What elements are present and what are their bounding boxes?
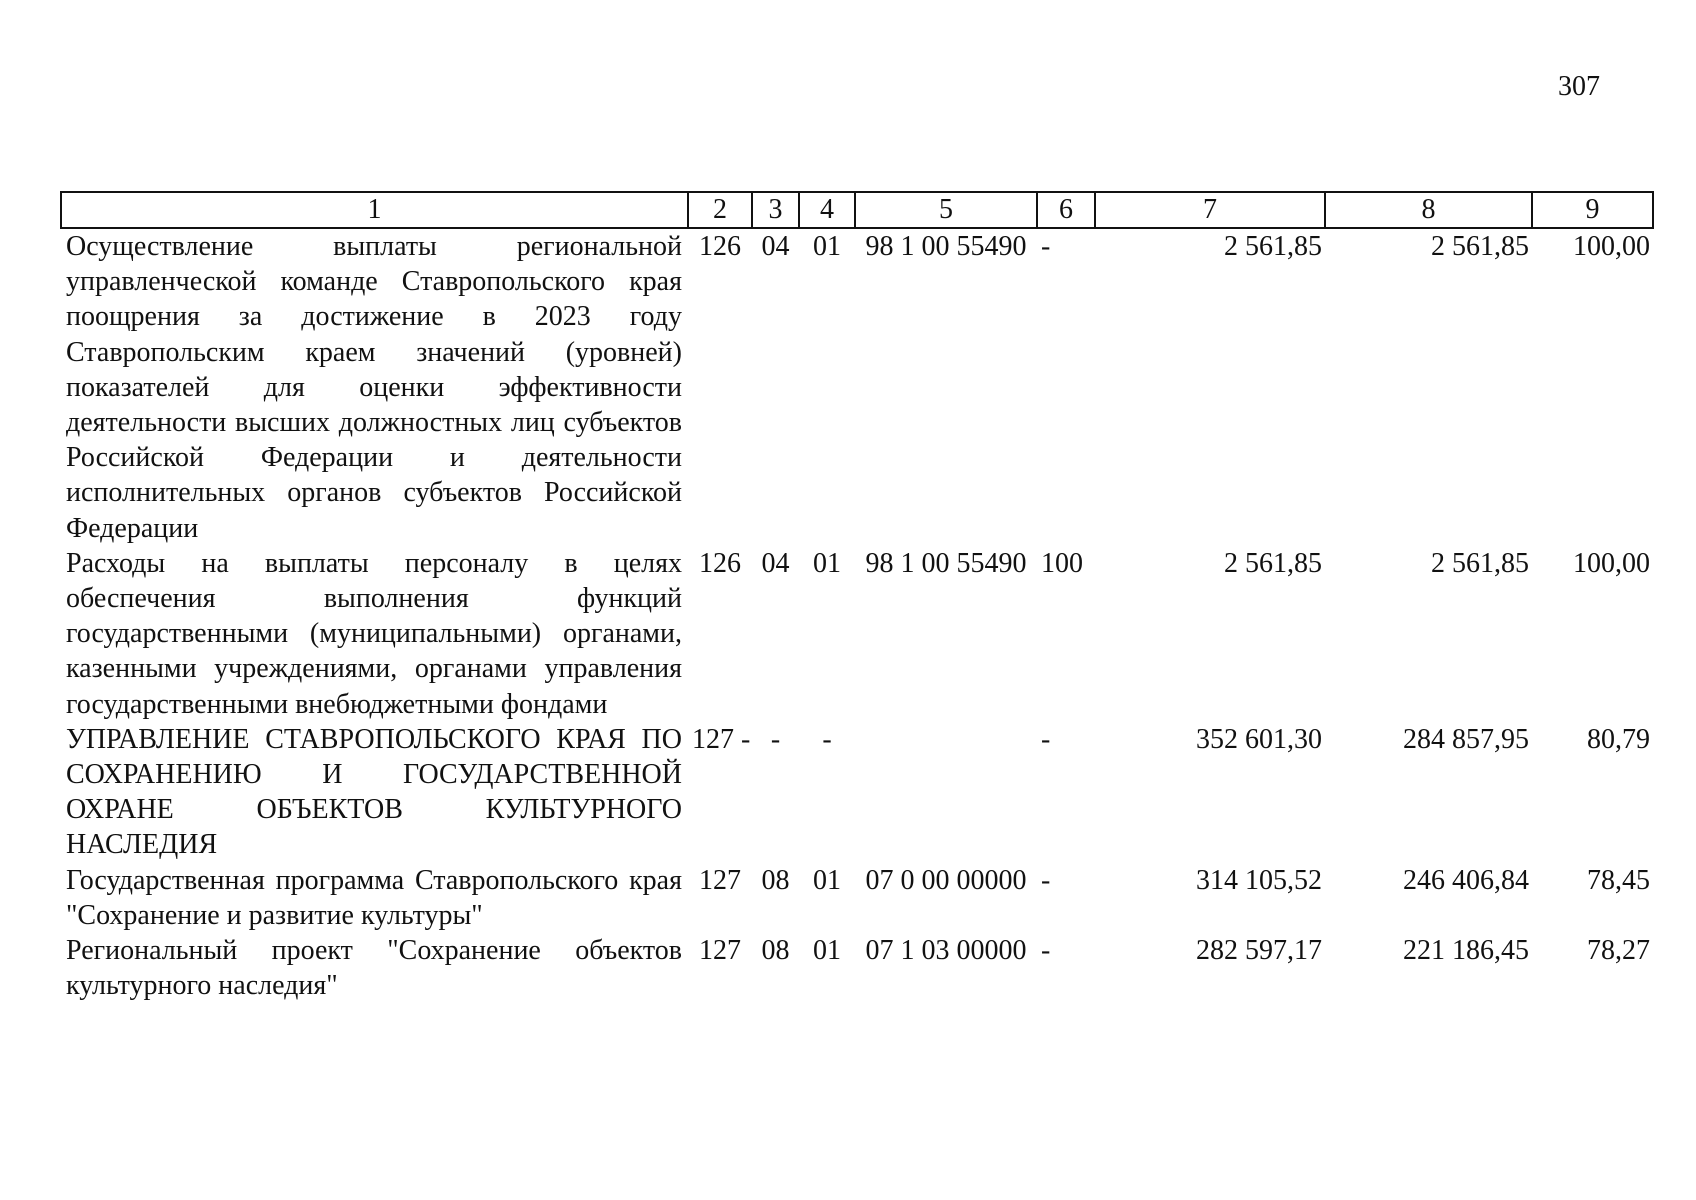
row-expense-type: - — [1041, 723, 1051, 755]
row-subsection: 01 — [813, 935, 841, 967]
header-col-2: 2 — [688, 192, 752, 228]
row-section: 08 — [761, 864, 790, 896]
row-expense-type: - — [1041, 864, 1051, 896]
row-subsection: - — [822, 723, 832, 755]
row-approved: 2 561,85 — [1224, 231, 1322, 262]
row-target-article: 07 0 00 00000 — [865, 864, 1027, 896]
row-executed: 2 561,85 — [1431, 231, 1529, 262]
table-row — [61, 933, 1653, 1003]
header-col-9: 9 — [1532, 192, 1653, 228]
row-percent: 100,00 — [1573, 231, 1650, 262]
table-row — [61, 228, 1653, 546]
row-gov-code: 127 - — [692, 723, 751, 755]
row-gov-code: 126 — [699, 231, 741, 262]
row-section: 04 — [761, 231, 790, 262]
row-name: Региональный проект "Сохранение объектов культурного наследия" — [66, 935, 682, 1002]
row-percent: 100,00 — [1573, 547, 1650, 579]
row-percent: 78,45 — [1587, 864, 1650, 896]
row-approved: 352 601,30 — [1196, 723, 1322, 755]
row-target-article — [855, 722, 1037, 863]
header-col-7: 7 — [1095, 192, 1325, 228]
row-name: Осуществление выплаты региональной управленческой команде Ставропольского края поощрения за достижение в 2023 году Ставропольским краем значений (уровней) показателей для оценки эффективности деятельности высших должностных лиц субъектов Российской Федерации и деятельности исполнительных органов субъектов Российской Федерации — [66, 231, 682, 544]
budget-execution-table — [60, 191, 1654, 1003]
header-col-3: 3 — [752, 192, 799, 228]
row-executed: 221 186,45 — [1403, 935, 1529, 967]
row-section: 08 — [761, 935, 790, 967]
row-approved: 282 597,17 — [1196, 935, 1322, 967]
header-col-8: 8 — [1325, 192, 1532, 228]
row-target-article: 98 1 00 55490 — [865, 231, 1027, 262]
row-section: - — [770, 723, 781, 755]
row-name: Государственная программа Ставропольского края "Сохранение и развитие культуры" — [66, 864, 682, 931]
header-col-5: 5 — [855, 192, 1037, 228]
header-col-6: 6 — [1037, 192, 1095, 228]
header-col-4: 4 — [799, 192, 855, 228]
table-header-row — [61, 192, 1653, 228]
page-number: 307 — [1558, 71, 1600, 102]
row-executed: 284 857,95 — [1403, 723, 1529, 755]
row-expense-type: - — [1041, 231, 1051, 262]
row-target-article: 98 1 00 55490 — [865, 547, 1027, 579]
row-target-article: 07 1 03 00000 — [865, 935, 1027, 967]
table-row — [61, 546, 1653, 722]
row-approved: 314 105,52 — [1196, 864, 1322, 896]
row-executed: 246 406,84 — [1403, 864, 1529, 896]
row-name: УПРАВЛЕНИЕ СТАВРОПОЛЬСКОГО КРАЯ ПО СОХРАНЕНИЮ И ГОСУДАРСТВЕННОЙ ОХРАНЕ ОБЪЕКТОВ КУЛЬТУРНОГО НАСЛЕДИЯ — [66, 723, 682, 861]
row-percent: 78,27 — [1587, 935, 1650, 967]
table-row — [61, 722, 1653, 863]
row-subsection: 01 — [813, 864, 841, 896]
row-section: 04 — [761, 547, 790, 579]
header-col-1: 1 — [61, 192, 688, 228]
row-percent: 80,79 — [1587, 723, 1650, 755]
row-expense-type: - — [1041, 935, 1051, 967]
table-row — [61, 863, 1653, 933]
row-executed: 2 561,85 — [1431, 547, 1529, 579]
row-name: Расходы на выплаты персоналу в целях обеспечения выполнения функций государственными (муниципальными) органами, казенными учреждениями, органами управления государственными внебюджетными фондами — [66, 547, 682, 720]
row-gov-code: 127 — [699, 935, 741, 967]
row-approved: 2 561,85 — [1224, 547, 1322, 579]
row-gov-code: 127 — [699, 864, 741, 896]
row-subsection: 01 — [813, 231, 841, 262]
row-subsection: 01 — [813, 547, 841, 579]
row-expense-type: 100 — [1041, 547, 1083, 579]
row-gov-code: 126 — [699, 547, 741, 579]
